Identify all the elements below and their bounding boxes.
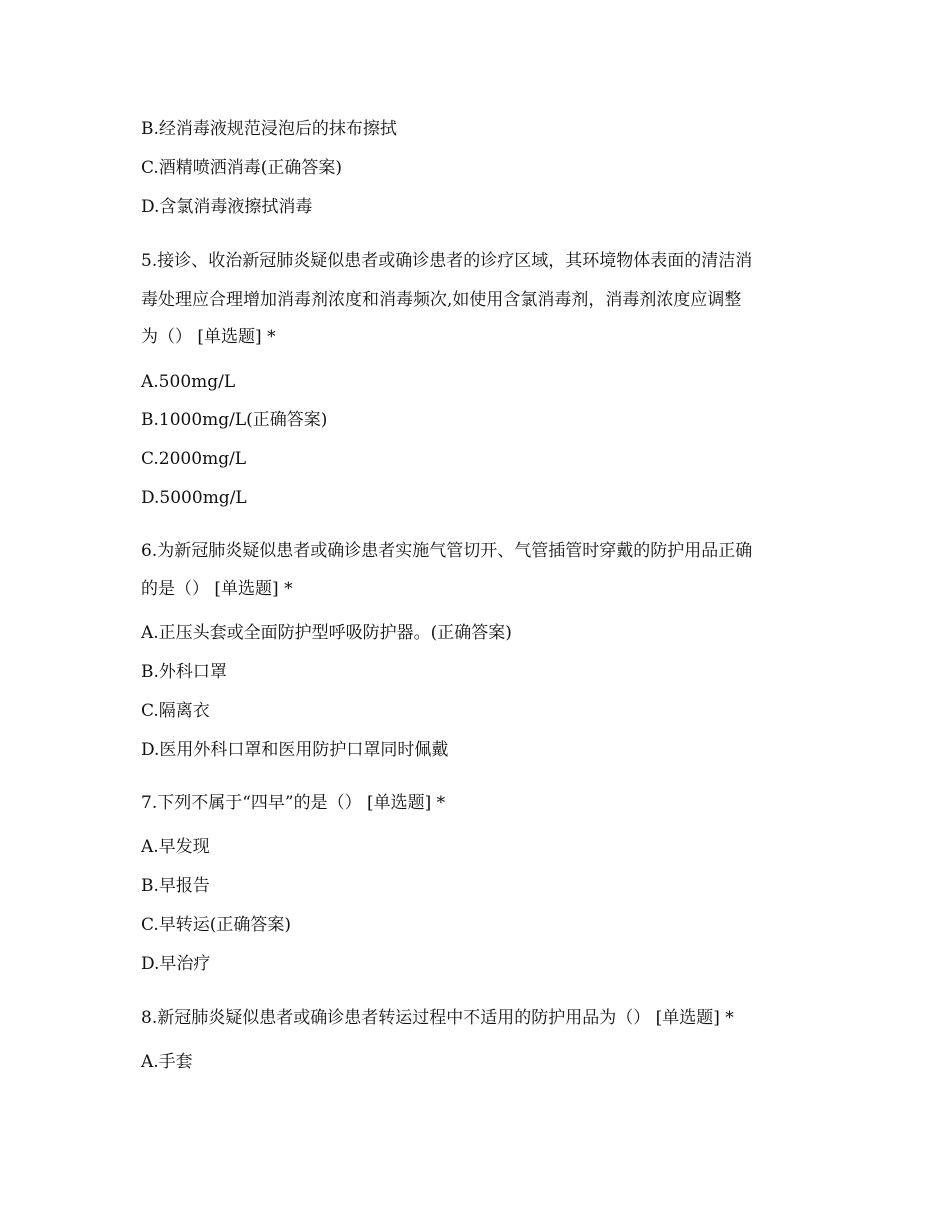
q8-option-a: A.手套 [141, 1052, 193, 1072]
question-6-line-1: 6.为新冠肺炎疑似患者或确诊患者实施气管切开、气管插管时穿戴的防护用品正确 [141, 541, 753, 561]
q5-option-d: D.5000mg/L [141, 488, 247, 508]
question-8: 8.新冠肺炎疑似患者或确诊患者转运过程中不适用的防护用品为（） [单选题] * [141, 1008, 734, 1028]
option-c-text: C.酒精喷洒消毒(正确答案) [141, 158, 343, 178]
q5-option-c: C.2000mg/L [141, 449, 247, 469]
question-6-line-2: 的是（） [单选题] * [141, 579, 293, 599]
q7-option-a: A.早发现 [141, 837, 210, 857]
q6-option-a: A.正压头套或全面防护型呼吸防护器。(正确答案) [141, 623, 512, 643]
q6-option-b: B.外科口罩 [141, 662, 227, 682]
q7-option-b: B.早报告 [141, 876, 210, 896]
q7-option-d: D.早治疗 [141, 954, 211, 974]
question-5-line-3: 为（） [单选题] * [141, 327, 276, 347]
question-7: 7.下列不属于“四早”的是（） [单选题] * [141, 793, 446, 813]
q6-option-d: D.医用外科口罩和医用防护口罩同时佩戴 [141, 740, 449, 760]
q6-option-c: C.隔离衣 [141, 701, 210, 721]
option-b-text: B.经消毒液规范浸泡后的抹布擦拭 [141, 119, 397, 139]
question-5-line-2: 毒处理应合理增加消毒剂浓度和消毒频次,如使用含氯消毒剂，消毒剂浓度应调整 [141, 290, 742, 310]
q5-option-b: B.1000mg/L(正确答案) [141, 410, 328, 430]
q7-option-c: C.早转运(正确答案) [141, 915, 292, 935]
option-d-text: D.含氯消毒液擦拭消毒 [141, 197, 313, 217]
question-5-line-1: 5.接诊、收治新冠肺炎疑似患者或确诊患者的诊疗区域，其环境物体表面的清洁消 [141, 251, 753, 271]
q5-option-a: A.500mg/L [141, 372, 236, 392]
